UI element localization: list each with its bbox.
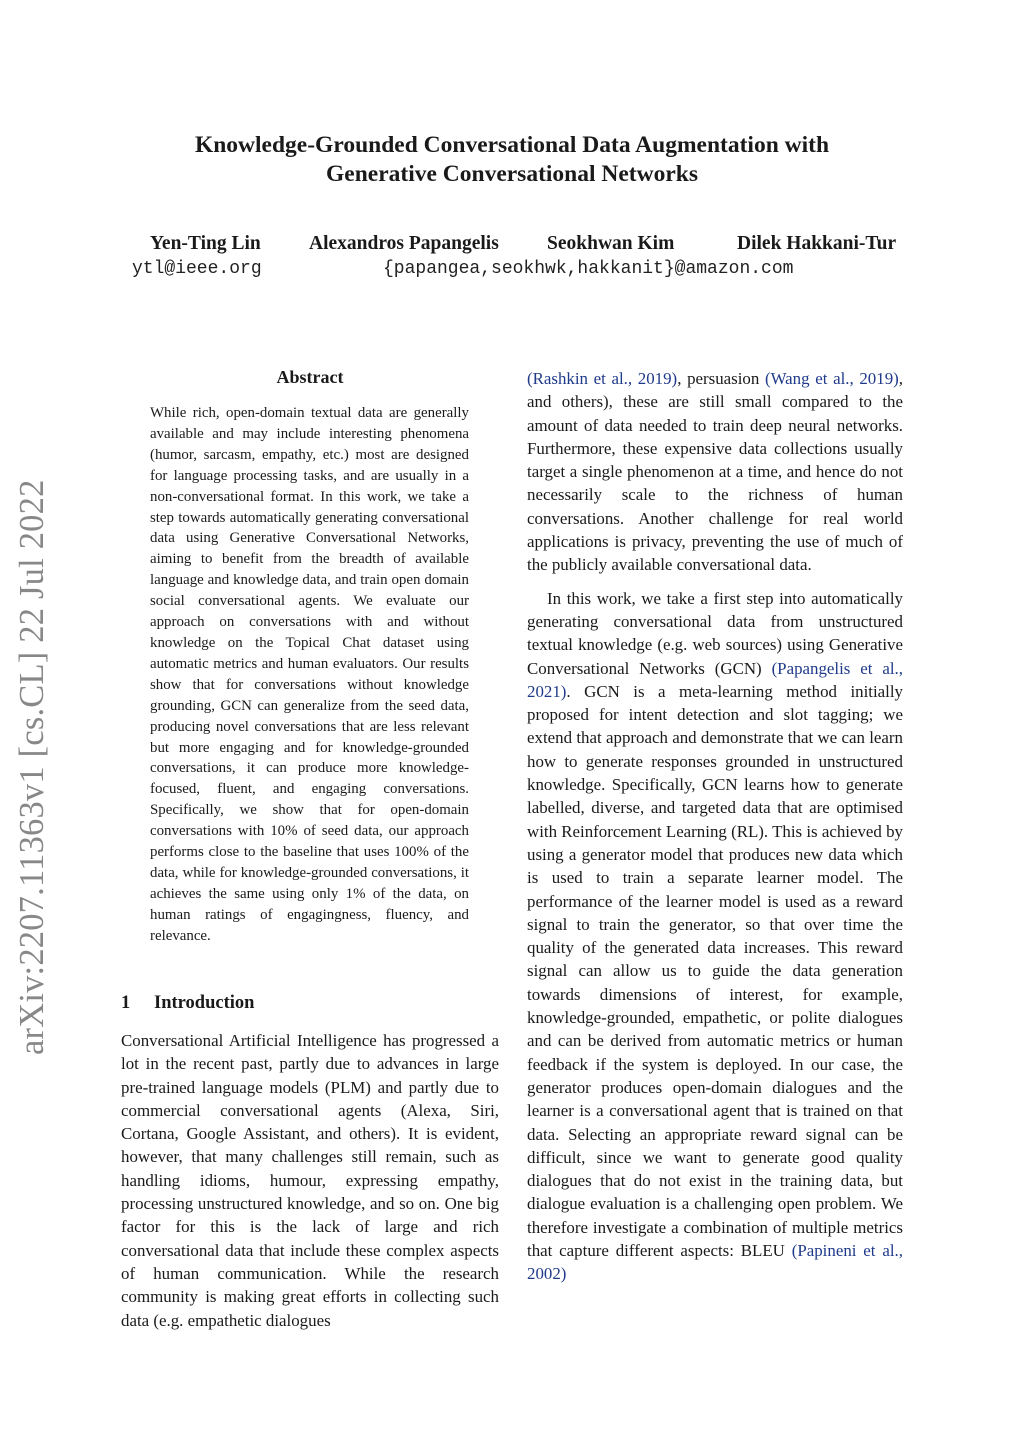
citation-papineni[interactable]: (Papineni et al., 2002)	[527, 1240, 903, 1284]
paragraph-text: In this work, we take a first step into automatically generating conversational data from unstructured textual knowledge (e.g. web sources) using Generative Conversational Networks (GCN)	[527, 588, 903, 678]
intro-paragraph-gcn	[527, 587, 903, 1286]
abstract-body: While rich, open-domain textual data are generally available and may include interesting phenomena (humor, sarcasm, empathy, etc.) most are designed for language processing tasks, and are usually in a non-conversational format. In this work, we take a step towards automatically generating conversational data using Generative Conversational Networks, aiming to benefit from the breadth of available language and knowledge data, and train open domain social conversational agents. We evaluate our approach on conversations with and without knowledge on the Topical Chat dataset using automatic metrics and human evaluators. Our results show that for conversations without knowledge grounding, GCN can generalize from the seed data, producing novel conversations that are less relevant but more engaging and for knowledge-grounded conversations, it can produce more knowledge-focused, fluent, and engaging conversations. Specifically, we show that for open-domain conversations with 10% of seed data, our approach performs close to the baseline that uses 100% of the data, while for knowledge-grounded conversations, it achieves the same using only 1% of the data, on human ratings of engagingness, fluency, and relevance.	[150, 405, 469, 944]
intro-left-column: Conversational Artificial Intelligence has progressed a lot in the recent past, partly due to advances in large pre-trained language models (PLM) and partly due to commercial conversational agents (Alexa, Siri, Cortana, Google Assistant, and others). It is evident, however, that many challenges still remain, such as handling idioms, humour, expressing empathy, processing unstructured knowledge, and so on. One big factor for this is the lack of large and rich conversational data that include these complex aspects of human communication. While the research community is making great efforts in collecting such data (e.g. empathetic dialogues	[121, 1031, 499, 1330]
intro-right-column	[527, 367, 903, 1286]
section-title: Introduction	[154, 993, 255, 1013]
title-line-1: Knowledge-Grounded Conversational Data Augmentation with	[194, 132, 830, 158]
email-group[interactable]: {papangea,seokhwk,hakkanit}@amazon.com	[383, 259, 794, 279]
paragraph-text: , persuasion	[677, 369, 765, 388]
citation-papangelis[interactable]: (Papangelis et al., 2021)	[527, 658, 903, 701]
section-number: 1	[121, 993, 131, 1013]
author-3: Seokhwan Kim	[547, 233, 675, 254]
author-2: Alexandros Papangelis	[309, 233, 499, 254]
paragraph-text: , and others), these are still small compared to the amount of data needed to train deep neural networks. Furthermore, these expensive data collections usually target a single phenomenon at a time, and hence do not necessarily scale to the richness of human conversations. Another challenge for real world applications is privacy, preventing the use of much of the publicly available conversational data.	[527, 369, 903, 575]
arxiv-identifier: arXiv:2207.11363v1 [cs.CL] 22 Jul 2022	[13, 479, 51, 1055]
title-line-2: Generative Conversational Networks	[325, 161, 699, 187]
paper-title	[100, 131, 924, 189]
email-first-author[interactable]: ytl@ieee.org	[132, 259, 262, 279]
section-heading-introduction	[121, 993, 254, 1014]
citation-wang[interactable]: (Wang et al., 2019)	[764, 369, 899, 388]
abstract-heading: Abstract	[276, 367, 344, 387]
author-4: Dilek Hakkani-Tur	[737, 233, 897, 254]
author-1: Yen-Ting Lin	[150, 233, 261, 254]
citation-rashkin[interactable]: (Rashkin et al., 2019)	[527, 369, 678, 388]
paragraph-text: . GCN is a meta-learning method initially proposed for intent detection and slot tagging; we extend that approach and demonstrate that we can learn how to generate responses grounded in unstructured knowledge. Specifically, GCN learns how to generate labelled, diverse, and targeted data that are optimised with Reinforcement Learning (RL). This is achieved by using a generator model that produces new data which is used to train a separate learner model. The performance of the learner model is used as a reward signal to train the generator, so that over time the quality of the generated data increases. This reward signal can allow us to guide the data generation towards dimensions of interest, for example, knowledge-grounded, empathetic, or polite dialogues and can be derived from automatic metrics or human feedback if the system is deployed. In our case, the generator produces open-domain dialogues and the learner is a conversational agent that is trained on that data. Selecting an appropriate reward signal can be difficult, since we want to generate good quality dialogues that do not exist in the training data, but dialogue evaluation is a challenging open problem. We therefore investigate a combination of multiple metrics that capture different aspects: BLEU	[527, 681, 903, 1260]
intro-paragraph-continued	[527, 367, 903, 577]
